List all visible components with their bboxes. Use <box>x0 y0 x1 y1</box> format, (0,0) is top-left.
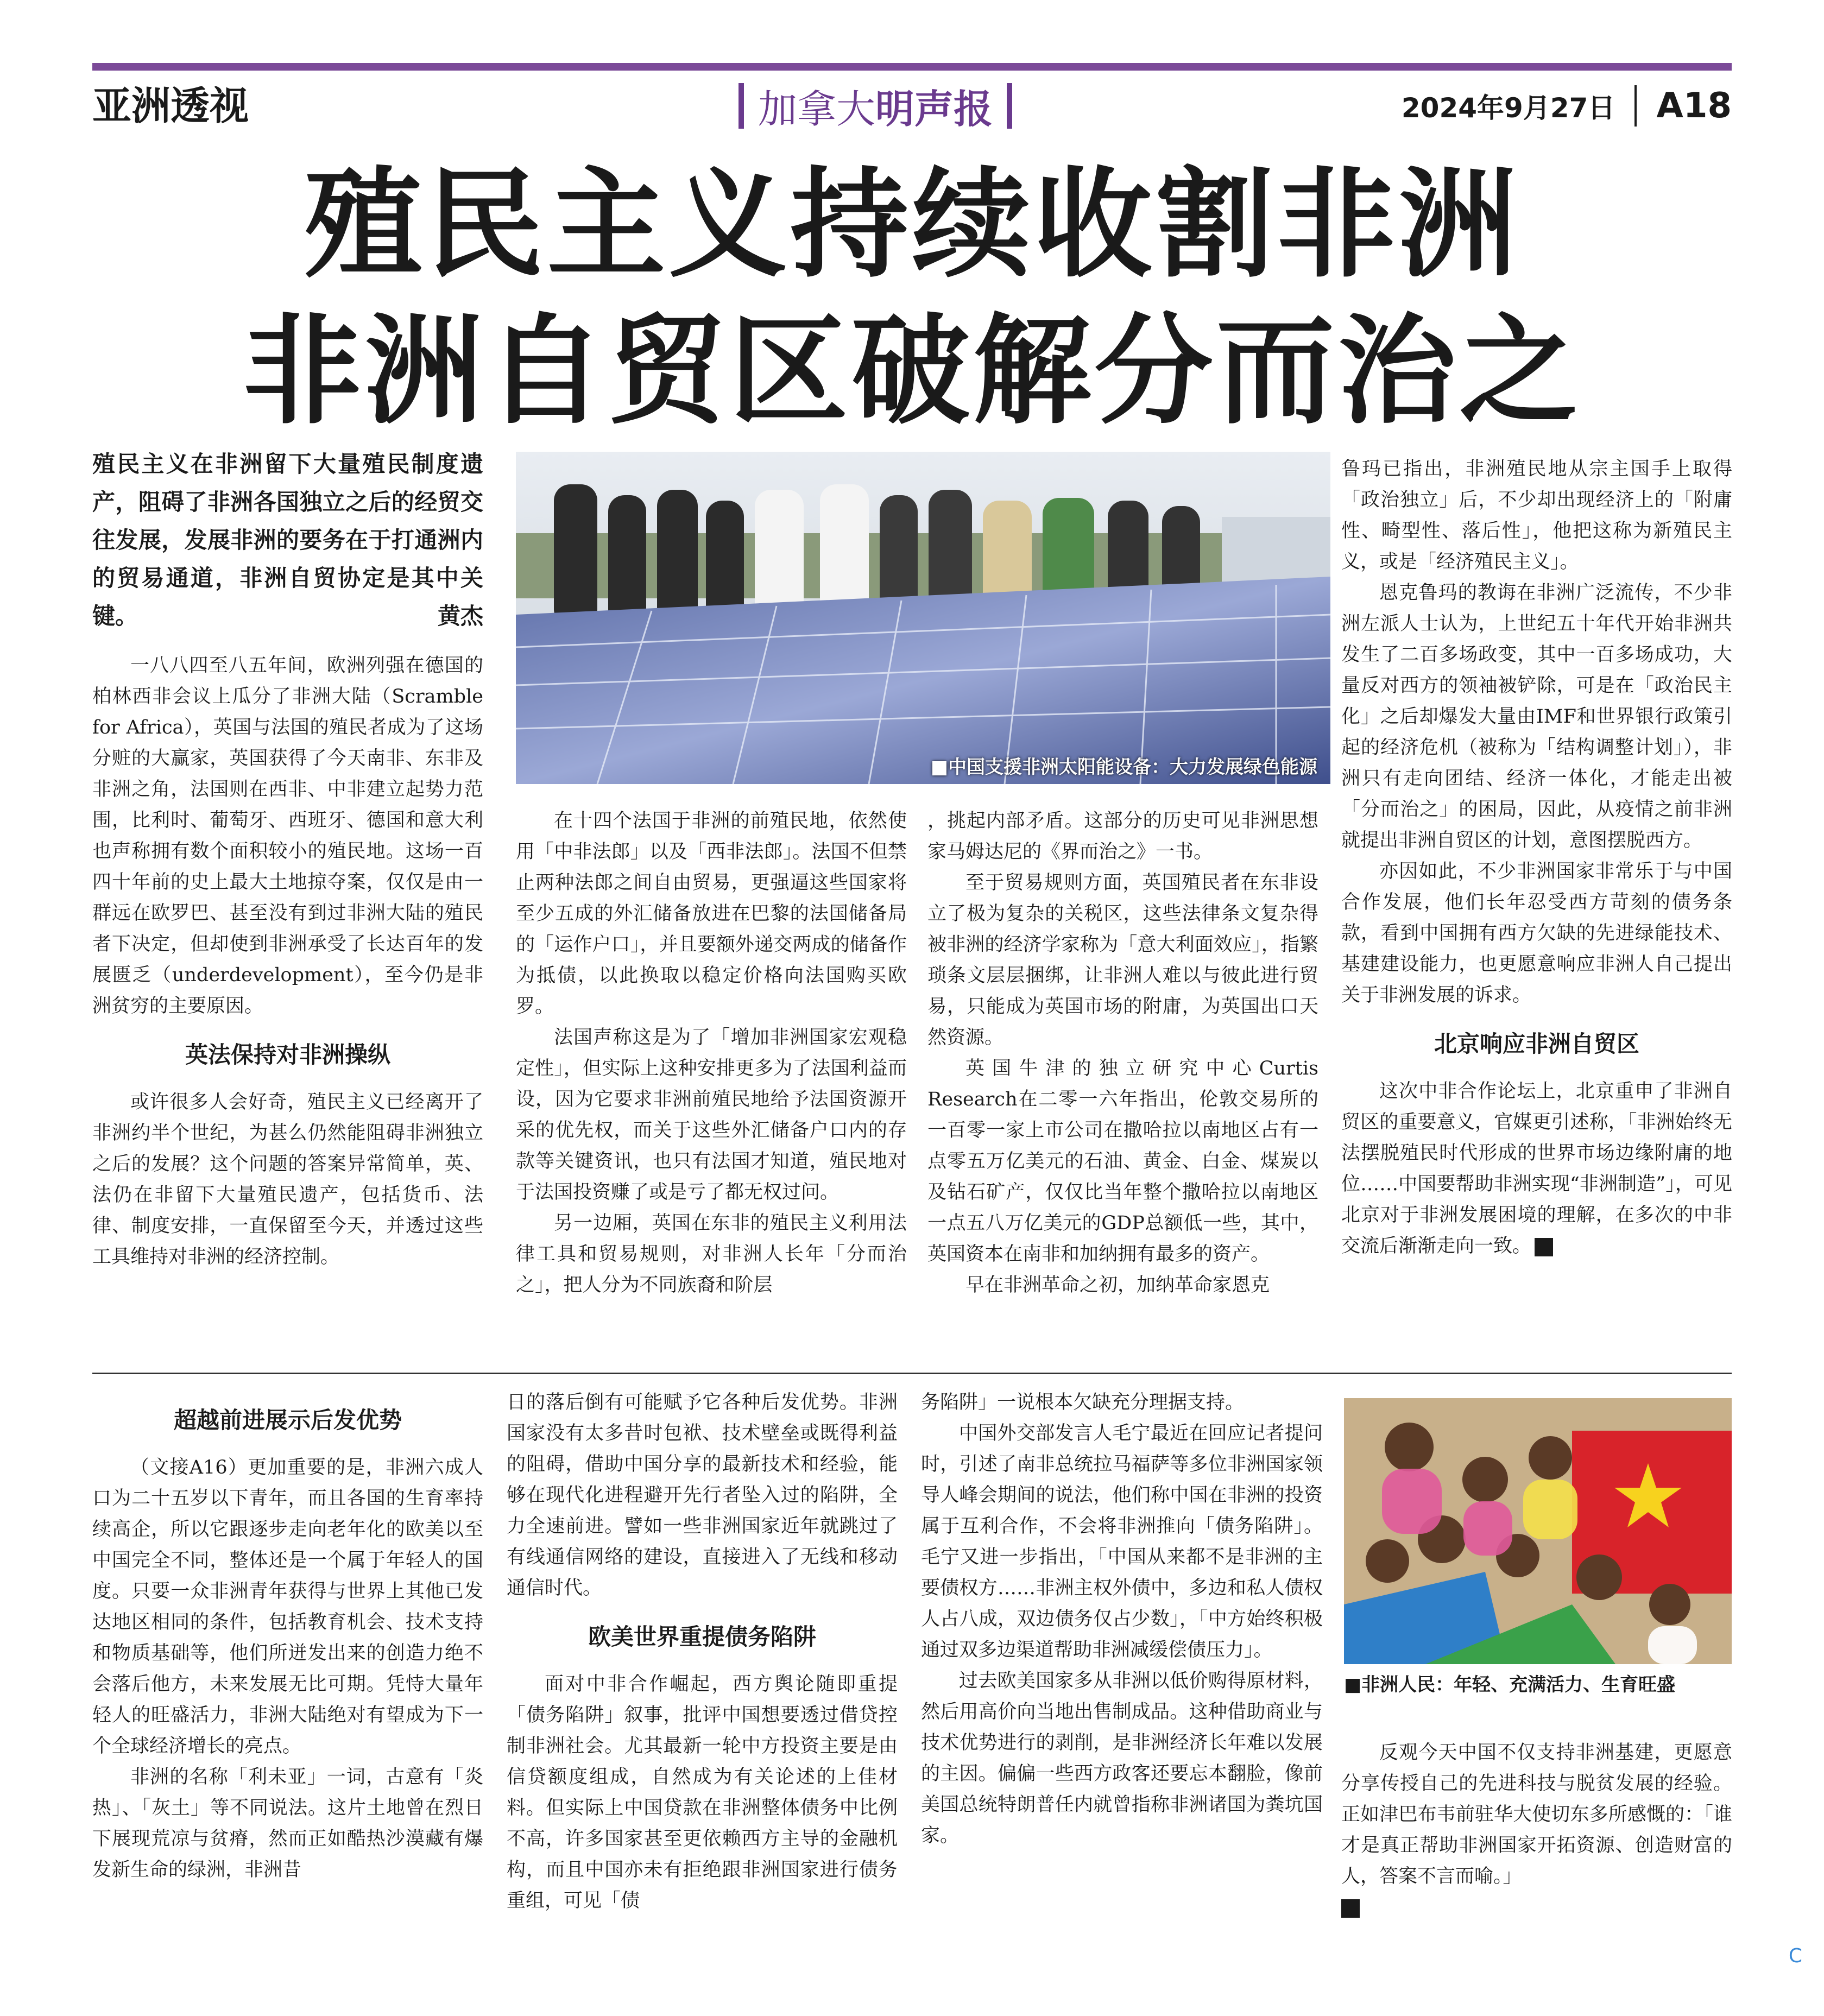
solar-panel-photo <box>516 452 1330 784</box>
paragraph: （文接A16）更加重要的是，非洲六成人口为二十五岁以下青年，而且各国的生育率持续高企，所以它跟逐步走向老年化的欧美以至中国完全不同，整体还是一个属于年轻人的国度。只要一众非洲青年获得与世界上其他已发达地区相同的条件，包括教育机会、技术支持和物质基础等，他们所迸发出来的创造力绝不会落后他方，未来发展无比可期。凭恃大量年轻人的旺盛活力，非洲大陆绝对有望成为下一个全球经济增长的亮点。 <box>92 1457 483 1757</box>
paragraph: 另一边厢，英国在东非的殖民主义利用法律工具和贸易规则，对非洲人长年「分而治之」，把人分为不同族裔和阶层 <box>516 1212 907 1296</box>
paragraph: 至于贸易规则方面，英国殖民者在东非设立了极为复杂的关税区，这些法律条文复杂得被非洲的经济学家称为「意大利面效应」，指繁琐条文层层捆绑，让非洲人难以与彼此进行贸易，只能成为英国市场的附庸，为英国出口天然资源。 <box>927 872 1318 1048</box>
paragraph: 法国声称这是为了「增加非洲国家宏观稳定性」，但实际上这种安排更多为了法国利益而设，因为它要求非洲前殖民地给予法国资源开采的优先权，而关于这些外汇储备户口内的存款等关键资讯，也只有法国才知道，殖民地对于法国投资赚了或是亏了都无权过问。 <box>516 1027 907 1203</box>
subheading: 超越前进展示后发优势 <box>173 1407 402 1433</box>
paragraph: 一八八四至八五年间，欧洲列强在德国的柏林西非会议上瓜分了非洲大陆（Scramble for Africa），英国与法国的殖民者成为了这场分赃的大赢家，英国获得了今天南非、东非及非洲之角，法国则在西非、中非建立起势力范围，比利时、葡萄牙、西班牙、德国和意大利也声称拥有数个面积较小的殖民地。这场一百四十年前的史上最大土地掠夺案，仅仅是由一群远在欧罗巴、甚至没有到过非洲大陆的殖民者下决定，但却使到非洲承受了长达百年的发展匮乏（underdevelopment），至今仍是非洲贫穷的主要原因。 <box>92 655 483 1017</box>
paragraph: 中国外交部发言人毛宁最近在回应记者提问时，引述了南非总统拉马福萨等多位非洲国家领导人峰会期间的说法，他们称中国在非洲的投资属于互利合作，不会将非洲推向「债务陷阱」。毛宁又进一步指出，「中国从来都不是非洲的主要债权方……非洲主权外债中，多边和私人债权人占八成，双边债务仅占少数」，「中方始终积极通过双多边渠道帮助非洲减缓偿债压力」。 <box>921 1423 1323 1661</box>
paragraph <box>1341 1076 1732 1262</box>
article-column-1 <box>92 650 483 1273</box>
paragraph <box>1341 1737 1732 1923</box>
paragraph-text: 这次中非合作论坛上，北京重申了非洲自贸区的重要意义，官媒更引述称，「非洲始终无法摆脱殖民时代形成的世界市场边缘附庸的地位……中国要帮助非洲实现“非洲制造”」，可见北京对于非洲发展困境的理解，在多次的中非交流后渐渐走向一致。 <box>1341 1080 1732 1257</box>
masthead <box>739 76 1012 136</box>
paragraph: 在十四个法国于非洲的前殖民地，依然使用「中非法郎」以及「西非法郎」。法国不但禁止两种法郎之间自由贸易，更强逼这些国家将至少五成的外汇储备放进在巴黎的法国储备局的「运作户口」，并且要额外递交两成的储备作为抵债，以此换取以稳定价格向法国购买欧罗。 <box>516 810 907 1018</box>
subheading: 北京响应非洲自贸区 <box>1434 1031 1639 1057</box>
date-separator <box>1634 85 1637 127</box>
masthead-bar-right <box>1007 83 1012 129</box>
paragraph: 过去欧美国家多从非洲以低价购得原材料，然后用高价向当地出售制成品。这种借助商业与技术优势进行的剥削，是非洲经济长年难以发展的主因。偏偏一些西方政客还要忘本翻脸，像前美国总统特朗普任内就曾指称非洲诸国为粪坑国家。 <box>921 1670 1323 1847</box>
lead-paragraph <box>92 445 483 635</box>
headline-line-1: 殖民主义持续收割非洲 <box>304 156 1520 294</box>
page-number: A18 <box>1656 86 1732 126</box>
article-column-5 <box>92 1387 483 1886</box>
solar-panel-illustration <box>516 452 1330 784</box>
article-column-7 <box>921 1387 1323 1851</box>
paragraph: 非洲的名称「利未亚」一词，古意有「炎热」、「灰土」等不同说法。这片土地曾在烈日下展现荒凉与贫瘠，然而正如酷热沙漠藏有爆发新生命的绿洲，非洲昔 <box>92 1766 483 1881</box>
paragraph: 或许很多人会好奇，殖民主义已经离开了非洲约半个世纪，为甚么仍然能阻碍非洲独立之后的发展？这个问题的答案异常简单，英、法仍在非留下大量殖民遗产，包括货币、法律、制度安排，一直保留至今天，并透过这些工具维持对非洲的经济控制。 <box>92 1091 483 1268</box>
paragraph: 鲁玛已指出，非洲殖民地从宗主国手上取得「政治独立」后，不少却出现经济上的「附庸性、畸型性、落后性」，他把这称为新殖民主义，或是「经济殖民主义」。 <box>1341 458 1732 573</box>
paragraph: ，挑起内部矛盾。这部分的历史可见非洲思想家马姆达尼的《界而治之》一书。 <box>927 810 1318 863</box>
date-page-block <box>1402 76 1732 136</box>
paragraph: 面对中非合作崛起，西方舆论随即重提「债务陷阱」叙事，批评中国想要透过借贷控制非洲社会。尤其最新一轮中方投资主要是由信贷额度组成，自然成为有关论述的上佳材料。但实际上中国贷款在非洲整体债务中比例不高，许多国家甚至更依赖西方主导的金融机构，而且中国亦未有拒绝跟非洲国家进行债务重组，可见「债 <box>507 1673 898 1912</box>
paragraph: 早在非洲革命之初，加纳革命家恩克 <box>965 1274 1270 1296</box>
paragraph: 英国牛津的独立研究中心Curtis Research在二零一六年指出，伦敦交易所的一百零一家上市公司在撒哈拉以南地区占有一点零五万亿美元的石油、黄金、白金、煤炭以及钻石矿产，仅仅比当年整个撒哈拉以南地区一点五八万亿美元的GDP总额低一些，其中，英国资本在南非和加纳拥有最多的资产。 <box>927 1058 1318 1265</box>
paragraph: 恩克鲁玛的教诲在非洲广泛流传，不少非洲左派人士认为，上世纪五十年代开始非洲共发生了二百多场政变，其中一百多场成功，大量反对西方的领袖被铲除，可是在「政治民主化」之后却爆发大量由IMF和世界银行政策引起的经济危机（被称为「结构调整计划」），非洲只有走向团结、经济一体化，才能走出被「分而治之」的困局，因此，从疫情之前非洲就提出非洲自贸区的计划，意图摆脱西方。 <box>1341 582 1732 851</box>
people-flag-illustration <box>1344 1398 1732 1664</box>
paragraph-text: 反观今天中国不仅支持非洲基建，更愿意分享传授自己的先进科技与脱贫发展的经验。正如津巴布韦前驻华大使切东多所感慨的：「谁才是真正帮助非洲国家开拓资源、创造财富的人，答案不言而喻。」 <box>1341 1742 1732 1887</box>
top-rule <box>92 63 1732 71</box>
section-label: 亚洲透视 <box>92 83 249 129</box>
end-mark-icon <box>1341 1899 1360 1918</box>
article-column-2 <box>516 806 907 1301</box>
masthead-name <box>758 78 993 134</box>
paragraph: 务陷阱」一说根本欠缺充分理据支持。 <box>921 1392 1245 1413</box>
byline: 黄杰 <box>437 603 483 629</box>
paragraph: 亦因如此，不少非洲国家非常乐于与中国合作发展，他们长年忍受西方苛刻的债务条款，看到中国拥有西方欠缺的先进绿能技术、基建建设能力，也更愿意响应非洲人自己提出关于非洲发展的诉求。 <box>1341 861 1732 1006</box>
corner-mark: C <box>1788 1945 1802 1967</box>
end-mark-icon <box>1535 1238 1553 1256</box>
photo1-caption: ■中国支援非洲太阳能设备：大力发展绿色能源 <box>930 756 1317 778</box>
subheading: 欧美世界重提债务陷阱 <box>588 1623 816 1650</box>
subheading: 英法保持对非洲操纵 <box>185 1041 390 1068</box>
photo2-caption: ■非洲人民：年轻、充满活力、生育旺盛 <box>1344 1674 1676 1696</box>
masthead-bold: 明声报 <box>875 86 993 132</box>
article-column-4 <box>1341 454 1732 1262</box>
masthead-bar-left <box>739 83 744 129</box>
african-people-photo <box>1344 1398 1732 1664</box>
article-column-6 <box>507 1387 898 1917</box>
paragraph: 日的落后倒有可能赋予它各种后发优势。非洲国家没有太多昔时包袱、技术壁垒或既得利益的阻碍，借助中国分享的最新技术和经验，能够在现代化进程避开先行者坠入过的陷阱，全力全速前进。譬如一些非洲国家近年就跳过了有线通信网络的建设，直接进入了无线和移动通信时代。 <box>507 1392 898 1599</box>
lead-text: 殖民主义在非洲留下大量殖民制度遗产，阻碍了非洲各国独立之后的经贸交往发展，发展非洲的要务在于打通洲内的贸易通道，非洲自贸协定是其中关键。 <box>92 451 483 629</box>
masthead-prefix: 加拿大 <box>758 86 876 132</box>
article-column-8 <box>1341 1737 1732 1923</box>
section-divider <box>92 1373 1732 1374</box>
article-column-3 <box>927 806 1318 1301</box>
issue-date: 2024年9月27日 <box>1401 92 1615 124</box>
headline-line-2: 非洲自贸区破解分而治之 <box>243 303 1581 440</box>
